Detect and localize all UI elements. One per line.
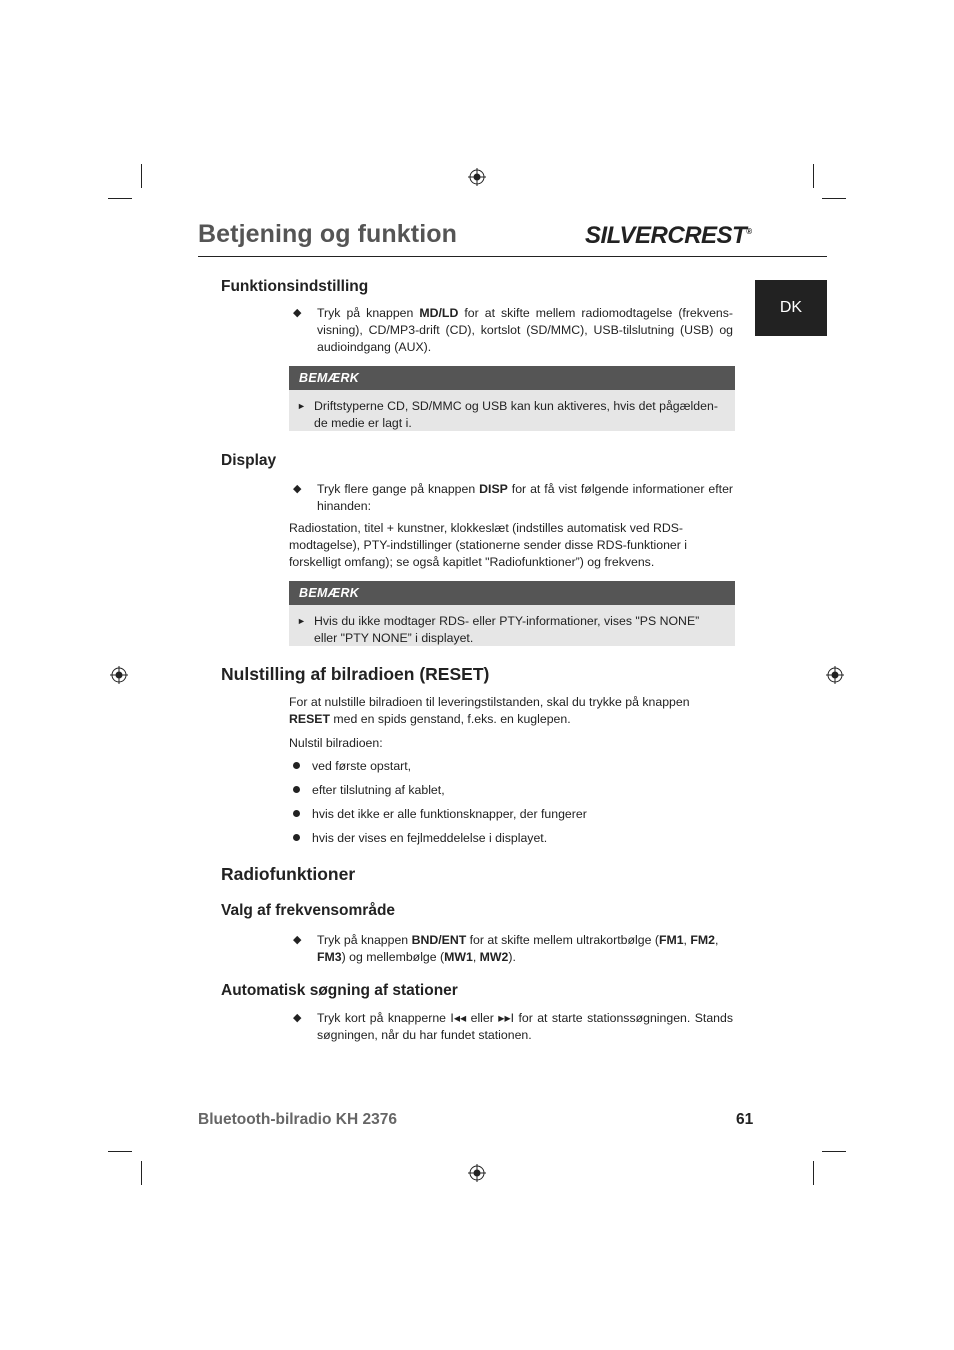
arrow-bullet-icon: ► (297, 616, 306, 626)
list-item (293, 807, 587, 821)
key-label: FM3 (317, 950, 342, 964)
crop-mark (141, 164, 142, 188)
footer-product: Bluetooth-bilradio KH 2376 (198, 1111, 397, 1128)
diamond-bullet-icon: ◆ (293, 307, 302, 319)
list-item-text: ved første opstart, (312, 759, 412, 773)
key-label: BND/ENT (411, 933, 467, 947)
subsection-heading-stationssoegning: Automatisk søgning af stationer (221, 982, 458, 999)
key-label: FM2 (690, 933, 715, 947)
crop-mark (822, 1151, 846, 1152)
text: Tryk flere gange på knappen (317, 482, 480, 496)
registration-mark-icon (110, 666, 128, 684)
registration-mark-icon (468, 168, 486, 186)
key-label: DISP (479, 482, 508, 496)
instruction-bullet (293, 932, 733, 966)
text: for at få vist følgende informationer efter hinanden: (317, 482, 733, 513)
list-item (293, 783, 445, 797)
note-text: Hvis du ikke modtager RDS- eller PTY-informationer, vises "PS NONE” eller "PTY NONE” i displayet. (314, 614, 700, 645)
bullet-dot-icon (293, 834, 300, 841)
title-divider (198, 256, 827, 257)
arrow-bullet-icon: ► (297, 401, 306, 411)
list-item-text: efter tilslutning af kablet, (312, 783, 445, 797)
page-number: 61 (736, 1111, 754, 1128)
body-paragraph: Radiostation, titel + kunstner, klokkeslæt (indstilles automatisk ved RDS-modtagelse), PTY-indstillinger (stationerne sender disse RDS-funktioner i forskelligt omfang); se også kapitlet "Radiofunktioner”) og frekvens. (289, 521, 688, 569)
key-label: MW1 (444, 950, 473, 964)
text: , (715, 933, 719, 947)
text: for at skifte mellem radiomodtagelse (frekvensvisning), CD/MP3-drift (CD), kortslot (SD/MMC), USB-tilslutning (USB) og audioindgang (AUX). (317, 306, 734, 354)
section-heading-radiofunktioner: Radiofunktioner (221, 864, 356, 884)
crop-mark (141, 1161, 142, 1185)
key-label: MD/LD (419, 306, 459, 320)
note-title: BEMÆRK (289, 366, 735, 390)
diamond-bullet-icon: ◆ (293, 934, 302, 946)
text: , (472, 950, 480, 964)
instruction-bullet (293, 1010, 733, 1044)
instruction-bullet (293, 481, 733, 515)
skip-forward-icon: ▸▸I (498, 1011, 515, 1025)
text: eller (466, 1011, 499, 1025)
text: for at starte stationssøgningen. Stands søgningen, når du har fundet stationen. (317, 1011, 733, 1042)
note-text: Driftstyperne CD, SD/MMC og USB kan kun aktiveres, hvis det pågældende medie er lagt i. (314, 399, 718, 430)
list-intro: Nulstil bilradioen: (289, 736, 383, 750)
crop-mark (108, 198, 132, 199)
registration-mark-icon (826, 666, 844, 684)
registration-mark-icon (468, 1164, 486, 1182)
text: Tryk på knappen (317, 306, 420, 320)
section-heading-funktionsindstilling: Funktionsindstilling (221, 278, 369, 295)
text: for at skifte mellem ultrakortbølge ( (466, 933, 659, 947)
bullet-dot-icon (293, 762, 300, 769)
key-label: RESET (289, 712, 330, 726)
crop-mark (108, 1151, 132, 1152)
page-title: Betjening og funktion (198, 220, 458, 248)
section-heading-reset: Nulstilling af bilradioen (RESET) (221, 664, 490, 684)
text: ) og mellembølge ( (341, 950, 445, 964)
note-box (289, 581, 735, 646)
brand-logo (585, 222, 752, 250)
section-heading-display: Display (221, 452, 277, 469)
bullet-dot-icon (293, 810, 300, 817)
body-paragraph (289, 694, 733, 728)
list-item (293, 759, 411, 773)
crop-mark (822, 198, 846, 199)
diamond-bullet-icon: ◆ (293, 1012, 302, 1024)
language-tab: DK (755, 280, 827, 336)
text: Tryk på knappen (317, 933, 412, 947)
diamond-bullet-icon: ◆ (293, 483, 302, 495)
key-label: MW2 (479, 950, 509, 964)
crop-mark (813, 164, 814, 188)
crop-mark (813, 1161, 814, 1185)
subsection-heading-frekvensomraade: Valg af frekvensområde (221, 902, 396, 919)
note-title: BEMÆRK (289, 581, 735, 605)
instruction-bullet (293, 305, 733, 356)
bullet-dot-icon (293, 786, 300, 793)
text: med en spids genstand, f.eks. en kuglepen. (330, 712, 571, 726)
note-box (289, 366, 735, 431)
skip-back-icon: I◂◂ (450, 1011, 467, 1025)
text: ). (508, 950, 516, 964)
list-item (293, 831, 547, 845)
list-item-text: hvis det ikke er alle funktionsknapper, der fungerer (312, 807, 587, 821)
key-label: FM1 (658, 933, 684, 947)
text: For at nulstille bilradioen til leveringstilstanden, skal du trykke på knappen (289, 695, 690, 709)
brand-logo-text: SILVERCREST (585, 222, 747, 249)
registered-mark: ® (746, 227, 752, 236)
list-item-text: hvis der vises en fejlmeddelelse i displayet. (312, 831, 548, 845)
text: Tryk kort på knapperne (317, 1011, 451, 1025)
text: , (683, 933, 691, 947)
